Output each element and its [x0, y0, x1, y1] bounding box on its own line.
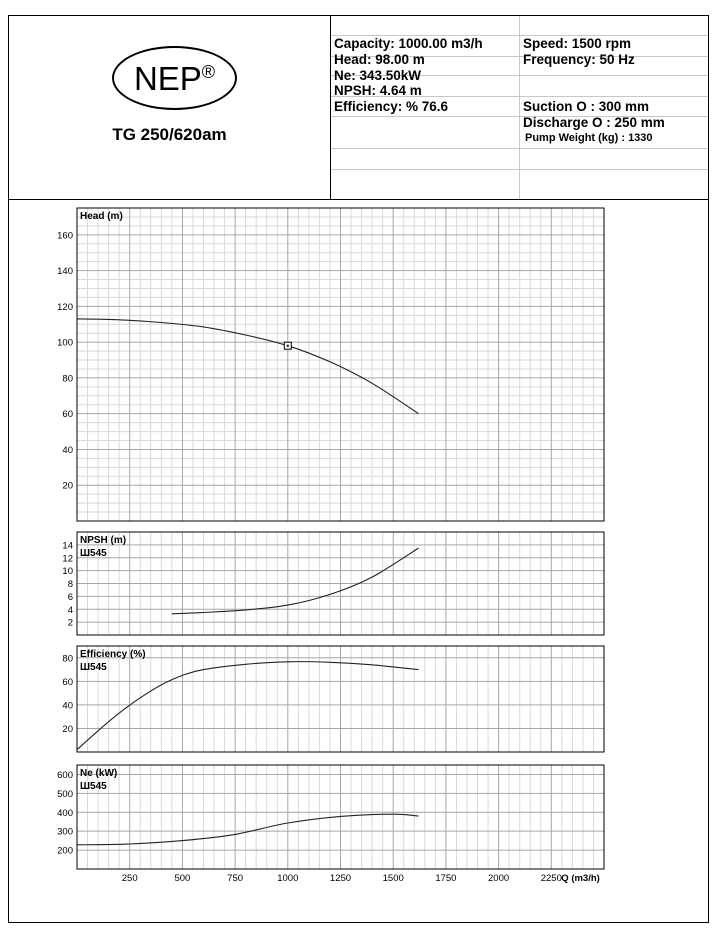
chart-subtitle: Ш545 [80, 781, 107, 792]
chart-panel-3 [62, 646, 604, 752]
spec-discharge: Discharge O : 250 mm [523, 115, 665, 130]
chart-subtitle: Ш545 [80, 548, 107, 559]
chart-title: Efficiency (%) [80, 649, 146, 660]
x-tick-label: 250 [121, 873, 138, 884]
y-tick-label: 40 [62, 444, 73, 456]
y-tick-label: 140 [57, 266, 73, 278]
y-tick-label: 6 [67, 591, 73, 603]
spec-weight: Pump Weight (kg) : 1330 [525, 132, 653, 144]
spec-speed: Speed: 1500 rpm [523, 36, 632, 51]
chart-title: NPSH (m) [80, 535, 127, 546]
y-tick-label: 80 [62, 373, 73, 385]
y-tick-label: 120 [57, 301, 73, 313]
operating-point-dot [287, 345, 289, 347]
y-tick-label: 60 [62, 409, 73, 421]
registered-mark: ® [201, 62, 216, 82]
chart-title: Head (m) [80, 211, 123, 222]
chart-title: Ne (kW) [80, 768, 118, 779]
spec-frequency: Frequency: 50 Hz [523, 52, 635, 67]
y-tick-label: 400 [57, 807, 73, 819]
chart-subtitle: Ш545 [80, 662, 107, 673]
model-name: TG 250/620am [112, 125, 227, 144]
x-tick-label: 2000 [488, 873, 510, 884]
series-line-efficiency [77, 662, 419, 750]
spec-ne: Ne: 343.50kW [334, 68, 422, 83]
chart-panel-1 [57, 208, 604, 884]
y-tick-label: 300 [57, 826, 73, 838]
spec-suction: Suction O : 300 mm [523, 99, 650, 114]
x-tick-label: 500 [174, 873, 191, 884]
y-tick-label: 60 [62, 676, 73, 688]
y-tick-label: 20 [62, 723, 73, 735]
y-tick-label: 200 [57, 845, 73, 857]
chart-panel-4 [57, 765, 604, 884]
y-tick-label: 40 [62, 700, 73, 712]
x-tick-label: 2250 [540, 873, 562, 884]
y-tick-label: 500 [57, 788, 73, 800]
spec-capacity: Capacity: 1000.00 m3/h [334, 36, 483, 51]
y-tick-label: 4 [67, 604, 73, 616]
spec-npsh: NPSH: 4.64 m [334, 83, 422, 98]
y-tick-label: 100 [57, 337, 73, 349]
chart-panel-2 [62, 532, 604, 635]
y-tick-label: 14 [62, 540, 73, 552]
y-tick-label: 600 [57, 769, 73, 781]
spec-efficiency: Efficiency: % 76.6 [334, 99, 449, 114]
y-tick-label: 20 [62, 480, 73, 492]
x-tick-label: 1500 [382, 873, 404, 884]
spec-head: Head: 98.00 m [334, 52, 425, 67]
x-tick-label: 1250 [329, 873, 352, 884]
series-line-ne [77, 814, 419, 845]
x-axis-label: Q (m3/h) [561, 873, 600, 884]
logo-text: NEP [133, 60, 202, 97]
x-tick-label: 1000 [277, 873, 299, 884]
y-tick-label: 8 [67, 579, 73, 590]
y-tick-label: 80 [62, 653, 73, 665]
x-tick-label: 1750 [435, 873, 457, 884]
x-tick-label: 750 [227, 873, 244, 884]
y-tick-label: 12 [62, 553, 73, 565]
y-tick-label: 10 [62, 566, 73, 578]
y-tick-label: 160 [57, 230, 73, 242]
y-tick-label: 2 [67, 617, 73, 629]
